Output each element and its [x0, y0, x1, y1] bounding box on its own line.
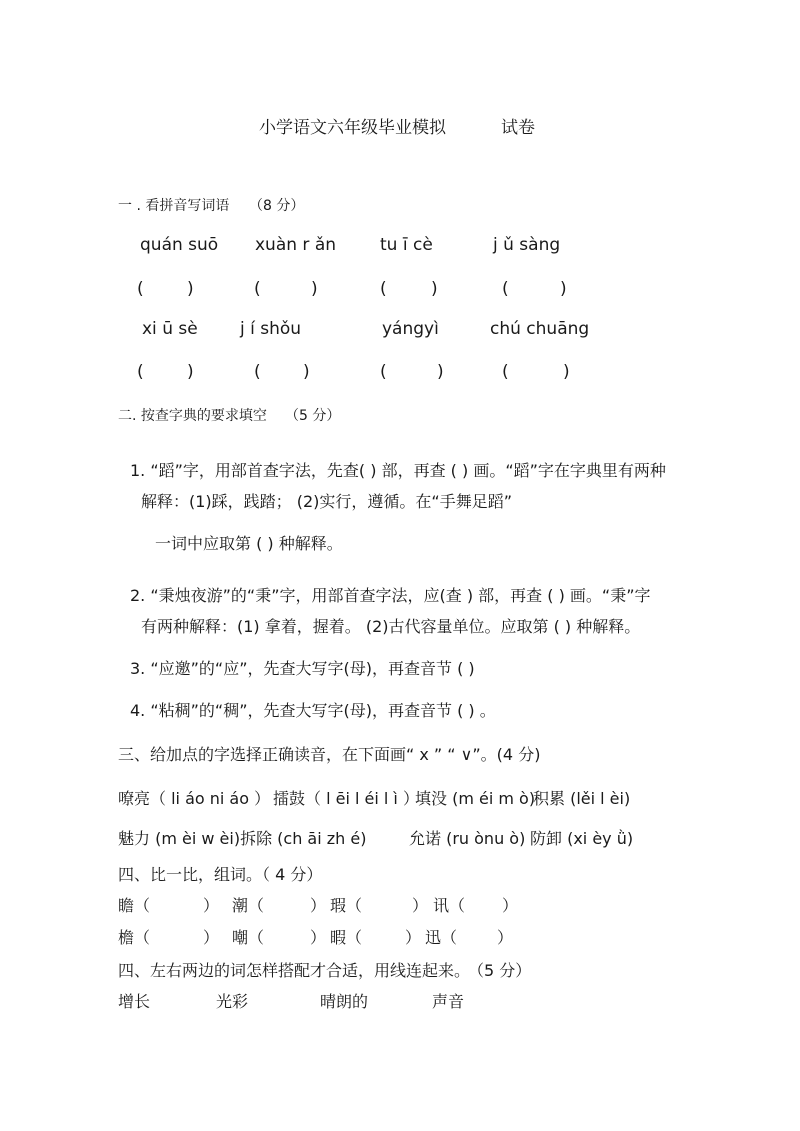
answer-blank-close: ) [311, 279, 318, 299]
pinyin-item: xi ū sè [142, 319, 198, 339]
reading-item: 魅力 (m èi w èi)拆除 (ch āi zh é) [118, 829, 367, 848]
pinyin-item: quán suō [140, 235, 219, 255]
pinyin-item: tu ī cè [380, 235, 433, 255]
compare-word: 檐（ [118, 928, 151, 947]
answer-blank-open: ( [380, 279, 387, 299]
reading-item: 防卸 (xi èy ǜ) [530, 829, 634, 848]
compare-blank-close: ） [310, 896, 327, 915]
section-2-heading: 二. 按查字典的要求填空 [118, 408, 267, 424]
compare-word: 迅（ [425, 928, 458, 947]
answer-blank-close: ) [187, 279, 194, 299]
reading-item: 擂鼓（ l ēi l éi l ì ） [273, 789, 419, 808]
pinyin-item: xuàn r ǎn [255, 235, 337, 255]
compare-blank-close: ） [203, 896, 220, 915]
compare-blank-close: ） [203, 928, 220, 947]
section-5-score: （5 分） [468, 961, 532, 980]
reading-item: 积累 (lěi l èi) [533, 789, 631, 808]
section-3-heading: 三、给加点的字选择正确读音，在下面画“ x ” “ ∨”。(4 分) [118, 745, 541, 764]
compare-word: 潮（ [232, 896, 265, 915]
compare-blank-close: ） [310, 928, 327, 947]
question-2-line-2: 有两种解释：(1) 拿着，握着。 (2)古代容量单位。应取第 ( ) 种解释。 [141, 617, 641, 636]
compare-word: 讯（ [433, 896, 466, 915]
question-4: 4. “粘稠”的“稠”，先查大写字(母)，再查音节 ( ) 。 [130, 701, 496, 720]
question-1-line-1: 1. “蹈”字，用部首查字法，先查( ) 部，再查 ( ) 画。“蹈”字在字典里有两种 [130, 461, 666, 480]
compare-word: 嘲（ [232, 928, 265, 947]
reading-item: 允诺 (ru ònu ò) [409, 829, 526, 848]
answer-blank-close: ) [560, 279, 567, 299]
match-word: 增长 [118, 992, 151, 1011]
compare-word: 暇（ [330, 928, 363, 947]
answer-blank-open: ( [502, 362, 509, 382]
question-3: 3. “应邀”的“应”，先查大写字(母)，再查音节 ( ) [130, 659, 475, 678]
reading-item: 填没 (m éi m ò) [415, 789, 536, 808]
answer-blank-close: ) [563, 362, 570, 382]
question-1-line-2: 解释：(1)踩，践踏； (2)实行，遵循。在“手舞足蹈” [141, 492, 512, 511]
answer-blank-open: ( [254, 279, 261, 299]
page-title: 小学语文六年级毕业模拟 [259, 118, 446, 138]
section-1-heading: 一 . 看拼音写词语 [118, 198, 230, 214]
answer-blank-open: ( [380, 362, 387, 382]
answer-blank-close: ) [431, 279, 438, 299]
pinyin-item: yángyì [382, 319, 439, 339]
section-5-heading: 四、左右两边的词怎样搭配才合适，用线连起来。 [118, 961, 471, 980]
answer-blank-close: ) [303, 362, 310, 382]
answer-blank-open: ( [254, 362, 261, 382]
question-2-line-1: 2. “秉烛夜游”的“秉”字，用部首查字法，应(查 ) 部，再查 ( ) 画。“秉”字 [130, 586, 651, 605]
page-title-suffix: 试卷 [501, 118, 535, 138]
compare-blank-close: ） [497, 928, 514, 947]
answer-blank-open: ( [137, 362, 144, 382]
match-word: 晴朗的 [320, 992, 369, 1011]
pinyin-item: j ǔ sàng [493, 235, 561, 255]
compare-word: 瞻（ [118, 896, 151, 915]
match-word: 声音 [432, 992, 465, 1011]
match-word: 光彩 [216, 992, 249, 1011]
compare-blank-close: ） [405, 928, 422, 947]
compare-blank-close: ） [412, 896, 429, 915]
answer-blank-close: ) [187, 362, 194, 382]
reading-item: 嘹亮（ li áo ni áo ） [118, 789, 271, 808]
pinyin-item: j í shǒu [240, 319, 302, 339]
compare-word: 瑕（ [330, 896, 363, 915]
section-4-heading: 四、比一比，组词。（ 4 分） [118, 865, 323, 884]
question-1-line-3: 一词中应取第 ( ) 种解释。 [155, 534, 343, 553]
pinyin-item: chú chuāng [490, 319, 590, 339]
answer-blank-open: ( [502, 279, 509, 299]
answer-blank-close: ) [437, 362, 444, 382]
answer-blank-open: ( [137, 279, 144, 299]
section-2-score: （5 分） [285, 408, 341, 424]
section-1-score: （8 分） [249, 198, 305, 214]
compare-blank-close: ） [502, 896, 519, 915]
